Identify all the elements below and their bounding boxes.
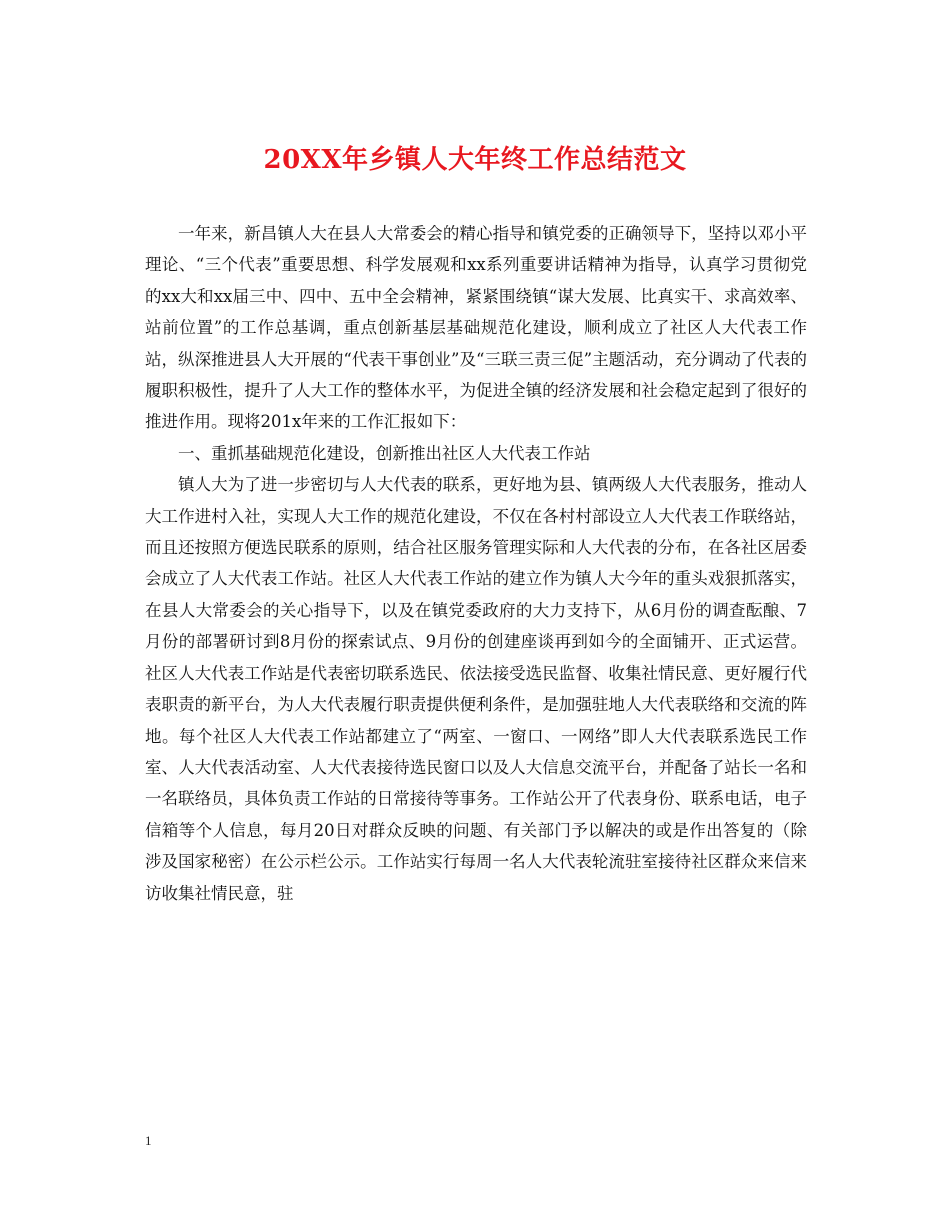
page-number: 1: [145, 1133, 152, 1148]
document-body: [145, 218, 807, 909]
section-heading-1: 一、重抓基础规范化建设，创新推出社区人大代表工作站: [178, 443, 591, 463]
paragraph-intro: 一年来，新昌镇人大在县人大常委会的精心指导和镇党委的正确领导下，坚持以邓小平理论、“三个代表”重要思想、科学发展观和xx系列重要讲话精神为指导，认真学习贯彻党的xx大和xx届三中、四中、五中全会精神，紧紧围绕镇“谋大发展、比真实干、求高效率、站前位置”的工作总基调，重点创新基层基础规范化建设，顺利成立了社区人大代表工作站，纵深推进县人大开展的“代表干事创业”及“三联三责三促”主题活动，充分调动了代表的履职积极性，提升了人大工作的整体水平，为促进全镇的经济发展和社会稳定起到了很好的推进作用。现将201x年来的工作汇报如下：: [145, 224, 807, 432]
document-title: 20XX年乡镇人大年终工作总结范文: [263, 145, 687, 175]
paragraph-section-1: 镇人大为了进一步密切与人大代表的联系，更好地为县、镇两级人大代表服务，推动人大工作进村入社，实现人大工作的规范化建设，不仅在各村村部设立人大代表工作联络站，而且还按照方便选民联系的原则，结合社区服务管理实际和人大代表的分布，在各社区居委会成立了人大代表工作站。社区人大代表工作站的建立作为镇人大今年的重头戏狠抓落实，在县人大常委会的关心指导下，以及在镇党委政府的大力支持下，从6月份的调查酝酿、7月份的部署研讨到8月份的探索试点、9月份的创建座谈再到如今的全面铺开、正式运营。社区人大代表工作站是代表密切联系选民、依法接受选民监督、收集社情民意、更好履行代表职责的新平台，为人大代表履行职责提供便利条件，是加强驻地人大代表联络和交流的阵地。每个社区人大代表工作站都建立了“两室、一窗口、一网络”即人大代表联系选民工作室、人大代表活动室、人大代表接待选民窗口以及人大信息交流平台，并配备了站长一名和一名联络员，具体负责工作站的日常接待等事务。工作站公开了代表身份、联系电话，电子信箱等个人信息，每月20日对群众反映的问题、有关部门予以解决的或是作出答复的（除涉及国家秘密）在公示栏公示。工作站实行每周一名人大代表轮流驻室接待社区群众来信来访收集社情民意，驻: [145, 475, 807, 903]
